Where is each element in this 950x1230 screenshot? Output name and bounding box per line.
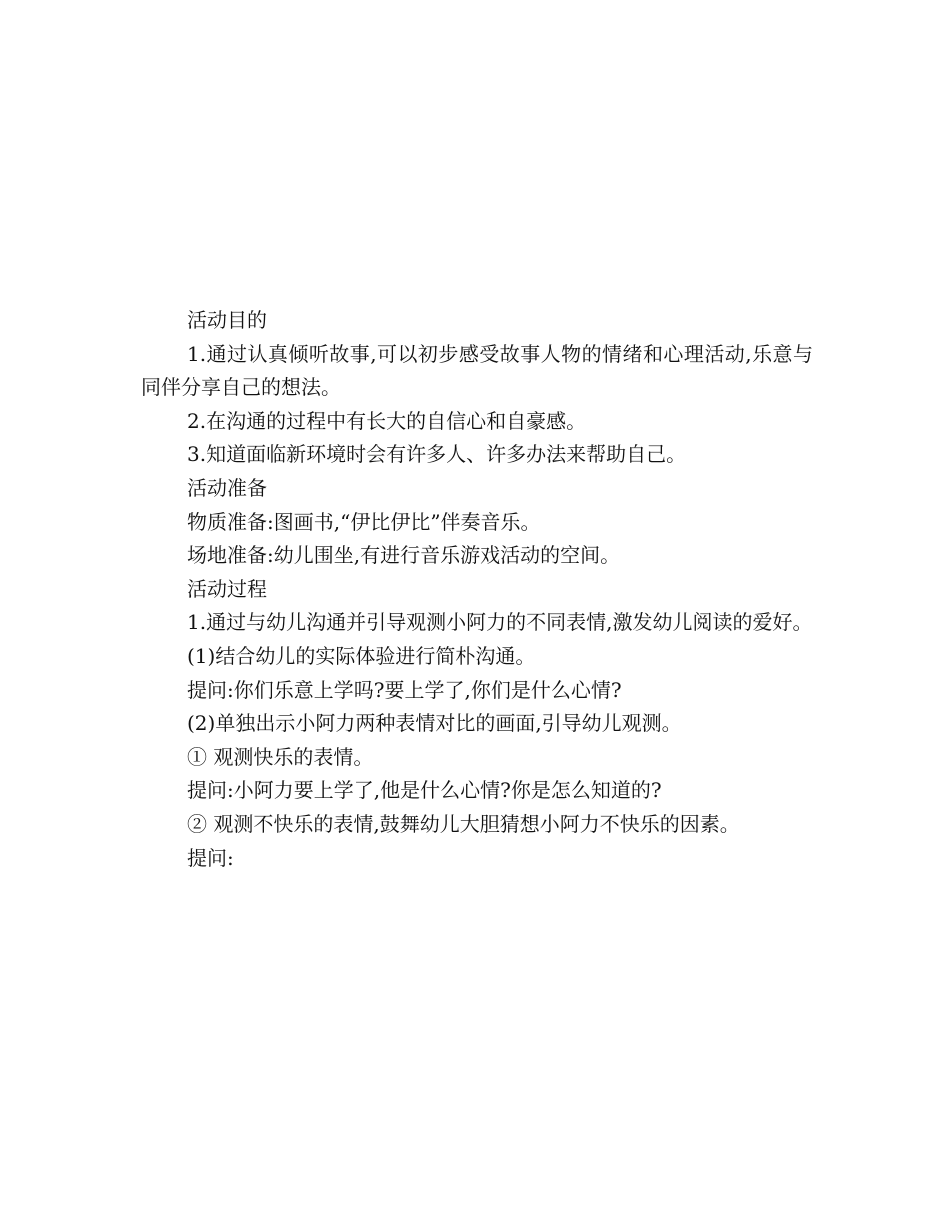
heading-activity-process: 活动过程 — [187, 576, 267, 601]
observe-unhappy: ② 观测不快乐的表情,鼓舞幼儿大胆猜想小阿力不快乐的因素。 — [187, 811, 740, 836]
goal-item-1: 1.通过认真倾听故事,可以初步感受故事人物的情绪和心理活动,乐意与同伴分享自己的想法。 — [141, 341, 813, 400]
question-3: 提问: — [187, 845, 234, 870]
question-2: 提问:小阿力要上学了,他是什么心情?你是怎么知道的? — [187, 778, 662, 803]
goal-item-3: 3.知道面临新环境时会有许多人、许多办法来帮助自己。 — [187, 442, 687, 467]
document-body — [141, 304, 813, 875]
process-substep-1: (1)结合幼儿的实际体验进行简朴沟通。 — [187, 643, 536, 668]
observe-happy: ① 观测快乐的表情。 — [187, 744, 374, 769]
heading-activity-goals: 活动目的 — [187, 308, 267, 332]
heading-activity-preparation: 活动准备 — [187, 475, 267, 500]
venue-preparation: 场地准备:幼儿围坐,有进行音乐游戏活动的空间。 — [187, 543, 621, 568]
process-step-1: 1.通过与幼儿沟通并引导观测小阿力的不同表情,激发幼儿阅读的爱好。 — [187, 610, 813, 635]
goal-item-2: 2.在沟通的过程中有长大的自信心和自豪感。 — [187, 408, 587, 433]
question-1: 提问:你们乐意上学吗?要上学了,你们是什么心情? — [187, 677, 622, 702]
process-substep-2: (2)单独出示小阿力两种表情对比的画面,引导幼儿观测。 — [187, 711, 682, 736]
material-preparation: 物质准备:图画书,“伊比伊比”伴奏音乐。 — [187, 509, 541, 534]
